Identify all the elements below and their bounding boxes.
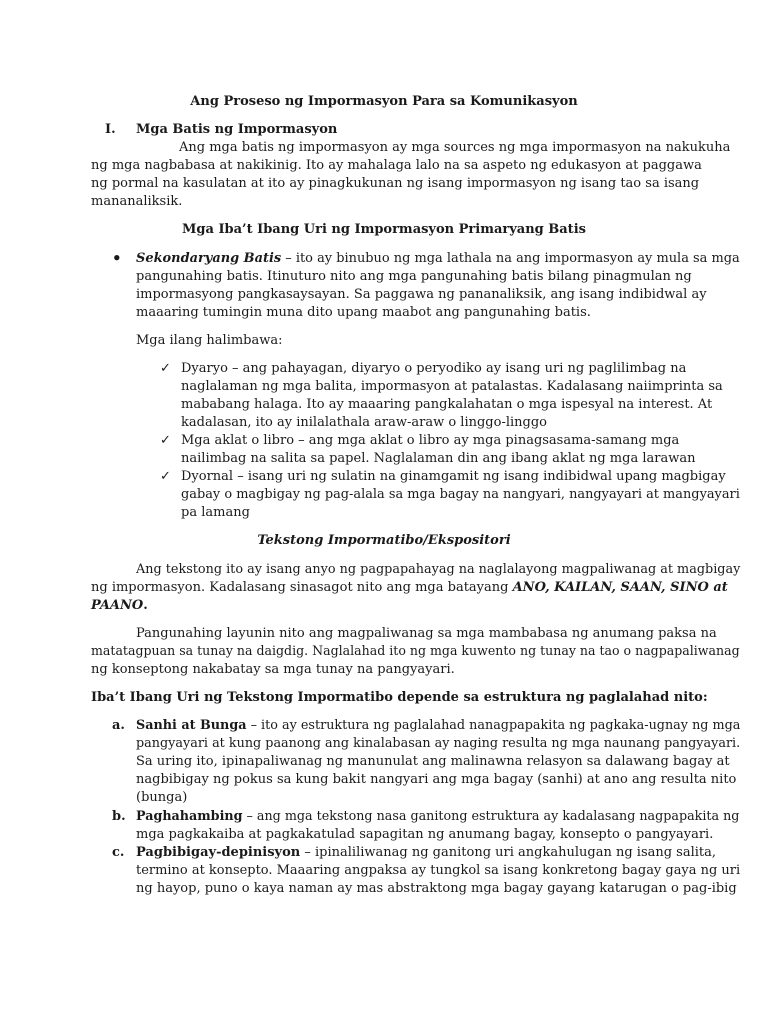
bullet-term: Sekondaryang Batis bbox=[136, 251, 282, 266]
checklist-line: mababang halaga. Ito ay maaaring pangkalahatan o mga ispesyal na interest. At bbox=[181, 397, 713, 412]
bullet-line bbox=[136, 250, 740, 268]
bullet-line: impormasyong pangkasaysayan. Sa paggawa ng pananaliksik, ang isang indibidwal ay bbox=[136, 287, 707, 302]
checkmark-icon: ✓ bbox=[160, 361, 171, 376]
lettered-line: termino at konsepto. Maaaring angpaksa ay tungkol sa isang konkretong bagay gaya ng uri bbox=[136, 863, 741, 878]
lettered-text: – ipinaliliwanag ng ganitong uri angkahulugan ng isang salita, bbox=[300, 845, 717, 860]
subheading: Iba’t Ibang Uri ng Tekstong Impormatibo depende sa estruktura ng paglalahad nito: bbox=[91, 690, 708, 705]
paragraph-line: Ang mga batis ng impormasyon ay mga sources ng mga impormasyon na nakukuha bbox=[179, 140, 731, 155]
lettered-line bbox=[136, 808, 739, 826]
paragraph-end: . bbox=[143, 598, 148, 613]
checklist-line: Mga aklat o libro – ang mga aklat o libro ay mga pinagsasama-samang mga bbox=[181, 433, 680, 448]
bullet-icon: • bbox=[112, 249, 122, 267]
subheading: Tekstong Impormatibo/Ekspositori bbox=[257, 533, 511, 548]
lettered-line: (bunga) bbox=[136, 790, 188, 805]
checklist-line: gabay o magbigay ng pag-alala sa mga bagay na nangyari, nangyayari at mangyayari bbox=[181, 487, 740, 502]
lettered-line: ng hayop, puno o kaya naman ay mas abstraktong mga bagay gayang katarugan o pag-ibig bbox=[136, 881, 737, 896]
lettered-line bbox=[136, 844, 716, 862]
list-letter: b. bbox=[112, 809, 126, 824]
lettered-line: nagbibigay ng pokus sa kung bakit nangyari ang mga bagay (sanhi) at ano ang resulta nito bbox=[136, 772, 737, 787]
subheading: Mga Iba’t Ibang Uri ng Impormasyon Primaryang Batis bbox=[182, 222, 586, 237]
paragraph-text: ng impormasyon. Kadalasang sinasagot nito ang mga batayang bbox=[91, 580, 513, 595]
paragraph-line: ng konseptong nakabatay sa mga tunay na pangyayari. bbox=[91, 662, 455, 677]
lettered-term: Paghahambing bbox=[136, 809, 243, 824]
lettered-line: Sa uring ito, ipinapaliwanag ng manunulat ang malinawna relasyon sa dalawang bagay at bbox=[136, 754, 730, 769]
lettered-line: mga pagkakaiba at pagkakatulad sapagitan ng anumang bagay, konsepto o pangyayari. bbox=[136, 827, 714, 842]
emphasis-text: PAANO bbox=[91, 598, 144, 613]
checklist-line: Dyaryo – ang pahayagan, diyaryo o peryodiko ay isang uri ng paglilimbag na bbox=[181, 361, 687, 376]
lettered-text: – ito ay estruktura ng paglalahad nanagpapakita ng pagkaka-ugnay ng mga bbox=[246, 718, 741, 733]
paragraph-line: mananaliksik. bbox=[91, 194, 183, 209]
paragraph-line: matatagpuan sa tunay na daigdig. Naglalahad ito ng mga kuwento ng tunay na tao o nagpapaliwanag bbox=[91, 644, 740, 659]
paragraph-line: Ang tekstong ito ay isang anyo ng pagpapahayag na naglalayong magpaliwanag at magbigay bbox=[136, 562, 741, 577]
bullet-text: – ito ay binubuo ng mga lathala na ang impormasyon ay mula sa mga bbox=[281, 251, 740, 266]
bullet-line: maaaring tumingin muna dito upang maabot ang pangunahing batis. bbox=[136, 305, 591, 320]
lettered-term: Sanhi at Bunga bbox=[136, 718, 247, 733]
paragraph-line: ng pormal na kasulatan at ito ay pinagkukunan ng isang impormasyon ng isang tao sa isang bbox=[91, 176, 700, 191]
paragraph-line: ng mga nagbabasa at nakikinig. Ito ay mahalaga lalo na sa aspeto ng edukasyon at paggawa bbox=[91, 158, 702, 173]
checkmark-icon: ✓ bbox=[160, 469, 171, 484]
paragraph-line bbox=[91, 597, 148, 615]
checklist-line: pa lamang bbox=[181, 505, 250, 520]
checklist-line: naglalaman ng mga balita, impormasyon at patalastas. Kadalasang naiimprinta sa bbox=[181, 379, 723, 394]
list-letter: c. bbox=[112, 845, 125, 860]
paragraph-line: Pangunahing layunin nito ang magpaliwanag sa mga mambabasa ng anumang paksa na bbox=[136, 626, 717, 641]
lettered-text: – ang mga tekstong nasa ganitong estruktura ay kadalasang nagpapakita ng bbox=[242, 809, 740, 824]
examples-label: Mga ilang halimbawa: bbox=[136, 333, 283, 348]
section-heading: Mga Batis ng Impormasyon bbox=[136, 122, 338, 137]
list-letter: a. bbox=[112, 718, 125, 733]
checkmark-icon: ✓ bbox=[160, 433, 171, 448]
lettered-line: pangyayari at kung paanong ang kinalabasan ay naging resulta ng mga naunang pangyayari. bbox=[136, 736, 741, 751]
section-numeral: I. bbox=[105, 122, 116, 137]
emphasis-text: ANO, KAILAN, SAAN, SINO at bbox=[512, 580, 728, 595]
checklist-line: nailimbag na salita sa papel. Naglalaman din ang ibang aklat ng mga larawan bbox=[181, 451, 696, 466]
checklist-line: kadalasan, ito ay inilalathala araw-araw o linggo-linggo bbox=[181, 415, 548, 430]
paragraph-line bbox=[91, 579, 728, 597]
lettered-line bbox=[136, 717, 740, 735]
page-title: Ang Proseso ng Impormasyon Para sa Komunikasyon bbox=[190, 94, 578, 109]
lettered-term: Pagbibigay-depinisyon bbox=[136, 845, 301, 860]
bullet-line: pangunahing batis. Itinuturo nito ang mga pangunahing batis bilang pinagmulan ng bbox=[136, 269, 692, 284]
checklist-line: Dyornal – isang uri ng sulatin na ginamgamit ng isang indibidwal upang magbigay bbox=[181, 469, 726, 484]
